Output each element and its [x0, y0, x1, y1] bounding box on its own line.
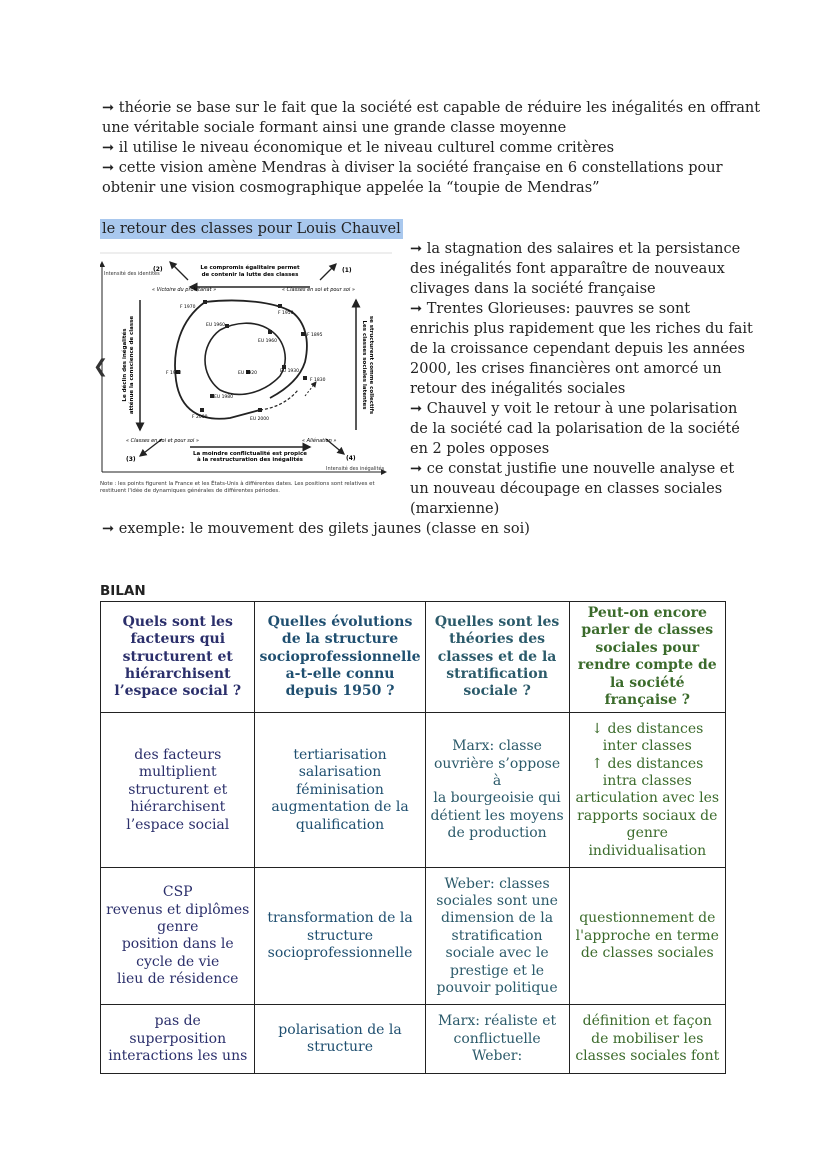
right-text-line-1: ➞ la stagnation des salaires et la persistance [410, 241, 741, 257]
point-label-12: EU 2000 [250, 417, 270, 422]
point-label-3: EU 1960 [206, 323, 226, 328]
table-cell: Weber: classes sociales sont une dimension de la stratification sociale avec le prestige et le pouvoir politique [425, 868, 569, 1005]
point-label-2: F 1950 [278, 311, 294, 316]
chevron-left-icon[interactable]: ❮ [93, 356, 109, 377]
bottom-label-2: à la restructuration des inégalités [197, 457, 303, 463]
corner-1: (1) [342, 267, 352, 274]
right-text-line-14: (marxienne) [410, 501, 500, 517]
quote-br: « Aliénation » [302, 438, 337, 444]
right-text-line-12: ➞ ce constat justifie une nouvelle analyse et [410, 461, 735, 477]
point-label-11: F 2000 [192, 415, 208, 420]
point-label-8: F 1962 [166, 371, 182, 376]
intro-line-2: une véritable sociale formant ainsi une grande classe moyenne [102, 120, 567, 136]
bilan-table [100, 601, 726, 1074]
table-cell: tertiarisation salarisation féminisation augmentation de la qualification [255, 713, 425, 868]
right-label-2: se structurent comme collectifs [368, 315, 374, 415]
table-row [101, 713, 726, 868]
trajectory-outer-left [175, 302, 260, 419]
table-cell: ↓ des distances inter classes ↑ des distances intra classes articulation avec les rapports sociaux de genre individualisation [569, 713, 725, 868]
dashed-arrow [305, 382, 316, 396]
right-text-line-6: de la croissance cependant depuis les années [410, 341, 745, 357]
corner-2: (2) [153, 266, 163, 273]
bilan-title: BILAN [100, 583, 146, 599]
intro-line-5: obtenir une vision cosmographique appelée la “toupie de Mendras” [102, 180, 600, 196]
table-header-cell: Peut-on encore parler de classes sociales pour rendre compte de la société française ? [569, 602, 725, 713]
quote-tr: « Classes en soi et pour soi » [282, 287, 355, 293]
intro-line-3: ➞ il utilise le niveau économique et le niveau culturel comme critères [102, 140, 615, 156]
point-label-6: EU 1930 [280, 369, 300, 374]
point-label-9: F 1830 [310, 378, 326, 383]
table-header-cell: Quels sont les facteurs qui structurent et hiérarchisent l’espace social ? [101, 602, 255, 713]
point-label-10: EU 1980 [214, 395, 234, 400]
right-text-line-4: ➞ Trentes Glorieuses: pauvres se sont [410, 301, 691, 317]
diagram-note: Note : les points figurent la France et les États-Unis à différentes dates. Les positions sont relatives et restituent l'idée de dynamiques générales de différentes périodes. [100, 481, 375, 494]
right-text-line-8: retour des inégalités sociales [410, 381, 626, 397]
bottom-label-1: La moindre conflictualité est propice [192, 451, 308, 457]
table-cell: Marx: réaliste et conflictuelle Weber: [425, 1005, 569, 1074]
corner-3: (3) [126, 456, 136, 463]
y-axis-label: Intensité des identités [104, 271, 160, 277]
diag-arrow-tr [320, 264, 336, 280]
example-line: ➞ exemple: le mouvement des gilets jaunes (classe en soi) [102, 521, 530, 537]
diag-arrow-tl [170, 262, 188, 280]
point-label-5: EU 1960 [258, 339, 278, 344]
trajectory-inner [205, 323, 285, 394]
right-text-line-3: clivages dans la société française [410, 281, 656, 297]
chauvel-diagram [100, 250, 392, 500]
point-label-7: EU 1920 [238, 371, 258, 376]
table-cell: CSP revenus et diplômes genre position dans le cycle de vie lieu de résidence [101, 868, 255, 1005]
right-text-line-5: enrichis plus rapidement que les riches du fait [410, 321, 753, 337]
table-header-cell: Quelles sont les théories des classes et de la stratification sociale ? [425, 602, 569, 713]
right-text-line-2: des inégalités font apparaître de nouveaux [410, 261, 725, 277]
table-row [101, 1005, 726, 1074]
left-label-1: Le déclin des inégalités [122, 328, 128, 402]
right-text-line-11: en 2 poles opposes [410, 441, 550, 457]
right-label-1: Les classes sociales latentes [361, 320, 367, 410]
corner-4: (4) [346, 455, 356, 462]
right-text-line-10: de la société cad la polarisation de la société [410, 421, 740, 437]
right-text-line-13: un nouveau découpage en classes sociales [410, 481, 723, 497]
table-cell: des facteurs multiplient structurent et hiérarchisent l’espace social [101, 713, 255, 868]
table-cell: pas de superposition interactions les uns [101, 1005, 255, 1074]
table-cell: transformation de la structure socioprofessionnelle [255, 868, 425, 1005]
right-text-line-9: ➞ Chauvel y voit le retour à une polarisation [410, 401, 738, 417]
table-header-row [101, 602, 726, 713]
table-cell: Marx: classe ouvrière s’oppose à la bourgeoisie qui détient les moyens de production [425, 713, 569, 868]
table-row [101, 868, 726, 1005]
quote-bl: « Classes en soi et pour soi » [126, 438, 199, 444]
table-cell: définition et façon de mobiliser les classes sociales font [569, 1005, 725, 1074]
top-label-2: de contenir la lutte des classes [201, 272, 299, 278]
intro-line-1: ➞ théorie se base sur le fait que la société est capable de réduire les inégalités en offrant [102, 100, 761, 116]
quote-tl: « Victoire du prolétariat » [152, 287, 217, 293]
section-heading: le retour des classes pour Louis Chauvel [102, 221, 401, 237]
point-label-4: F 1895 [307, 333, 323, 338]
left-label-2: atténue la conscience de classe [129, 315, 135, 415]
top-label-1: Le compromis égalitaire permet [200, 265, 300, 271]
table-cell: polarisation de la structure [255, 1005, 425, 1074]
x-axis-label: Intensité des inégalités [326, 466, 385, 472]
point-label-1: F 1970 [180, 305, 196, 310]
table-cell: questionnement de l'approche en terme de classes sociales [569, 868, 725, 1005]
intro-line-4: ➞ cette vision amène Mendras à diviser la société française en 6 constellations pour [102, 160, 723, 176]
right-text-line-7: 2000, les crises financières ont amorcé un [410, 361, 722, 377]
table-header-cell: Quelles évolutions de la structure socioprofessionnelle a-t-elle connu depuis 1950 ? [255, 602, 425, 713]
